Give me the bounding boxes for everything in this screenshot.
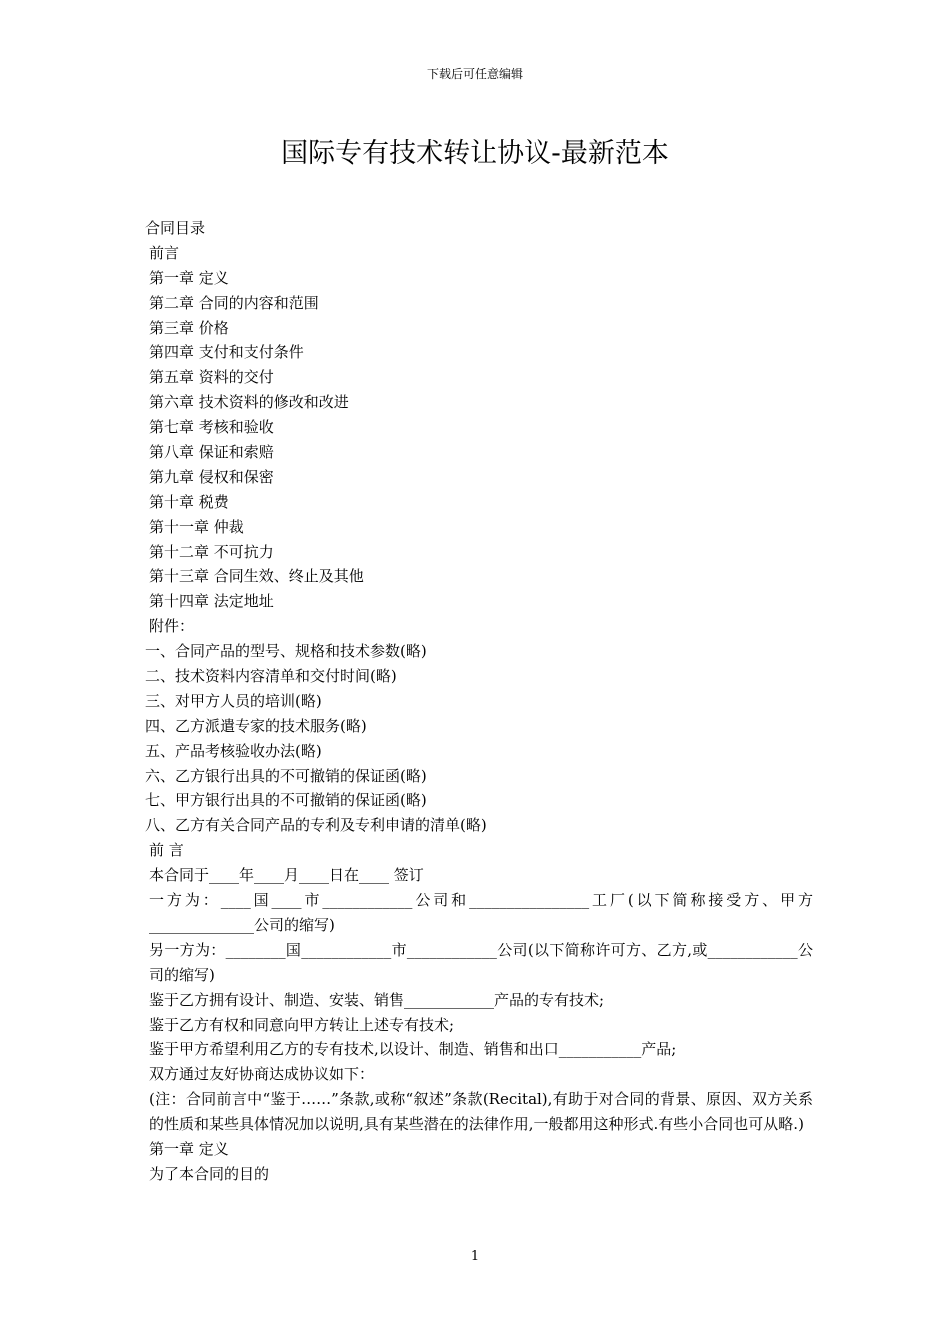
annex-item: 二、技术资料内容清单和交付时间(略) [145, 667, 397, 686]
note-paragraph: (注：合同前言中“鉴于……”条款,或称“叙述”条款(Recital),有助于对合同的背景、原因、双方关系的性质和某些具体情况加以说明,具有某些潜在的法律作用,一般都用这种形式.有些小合同也可从略.) [149, 1090, 813, 1134]
toc-item: 前言 [149, 243, 180, 262]
toc-item: 第十二章 不可抗力 [149, 542, 274, 561]
annex-heading: 附件： [149, 617, 195, 636]
toc-item: 第五章 资料的交付 [149, 368, 274, 387]
annex-item: 一、合同产品的型号、规格和技术参数(略) [145, 642, 427, 661]
header-note: 下载后可任意编辑 [426, 67, 523, 81]
document-title: 国际专有技术转让协议-最新范本 [281, 138, 669, 169]
toc-item: 第三章 价格 [149, 318, 229, 337]
chapter-heading: 第一章 定义 [149, 1140, 229, 1159]
agreement-line: 双方通过友好协商达成协议如下： [149, 1065, 375, 1084]
toc-item: 第六章 技术资料的修改和改进 [149, 393, 349, 412]
signed-line: 本合同于____年____月____日在____ 签订 [149, 866, 424, 885]
toc-item: 第十四章 法定地址 [149, 592, 274, 611]
annex-item: 五、产品考核验收办法(略) [145, 741, 322, 760]
toc-item: 第七章 考核和验收 [149, 418, 274, 437]
annex-item: 六、乙方银行出具的不可撤销的保证函(略) [145, 766, 427, 785]
page-number: 1 [470, 1249, 480, 1264]
toc-item: 第十一章 仲裁 [149, 517, 244, 536]
toc-item: 第九章 侵权和保密 [149, 467, 274, 486]
party-a-paragraph: 一方为：____国____市____________公司和________________工厂(以下简称接受方、甲方______________公司的缩写) [149, 891, 813, 934]
party-b-paragraph: 另一方为：________国____________市____________公司(以下简称许可方、乙方,或____________公司的缩写) [149, 940, 813, 984]
toc-heading: 合同目录 [145, 219, 206, 237]
toc-item: 第二章 合同的内容和范围 [149, 293, 319, 312]
whereas-clause: 鉴于甲方希望利用乙方的专有技术,以设计、制造、销售和出口___________产品; [149, 1040, 677, 1059]
toc-item: 第十三章 合同生效、终止及其他 [149, 567, 364, 586]
chapter-intro: 为了本合同的目的 [149, 1164, 270, 1183]
toc-item: 第十章 税费 [149, 492, 229, 511]
whereas-clause: 鉴于乙方拥有设计、制造、安装、销售____________产品的专有技术; [149, 990, 605, 1009]
annex-item: 三、对甲方人员的培训(略) [145, 691, 322, 710]
document-body [145, 216, 813, 1187]
annex-item: 八、乙方有关合同产品的专利及专利申请的清单(略) [145, 816, 487, 835]
annex-item: 七、甲方银行出具的不可撤销的保证函(略) [145, 791, 427, 810]
annex-item: 四、乙方派遣专家的技术服务(略) [145, 716, 367, 735]
toc-item: 第一章 定义 [149, 268, 229, 287]
whereas-clause: 鉴于乙方有权和同意向甲方转让上述专有技术; [149, 1015, 455, 1034]
toc-item: 第四章 支付和支付条件 [149, 343, 304, 362]
preface-heading: 前 言 [149, 841, 184, 860]
toc-item: 第八章 保证和索赔 [149, 443, 274, 462]
